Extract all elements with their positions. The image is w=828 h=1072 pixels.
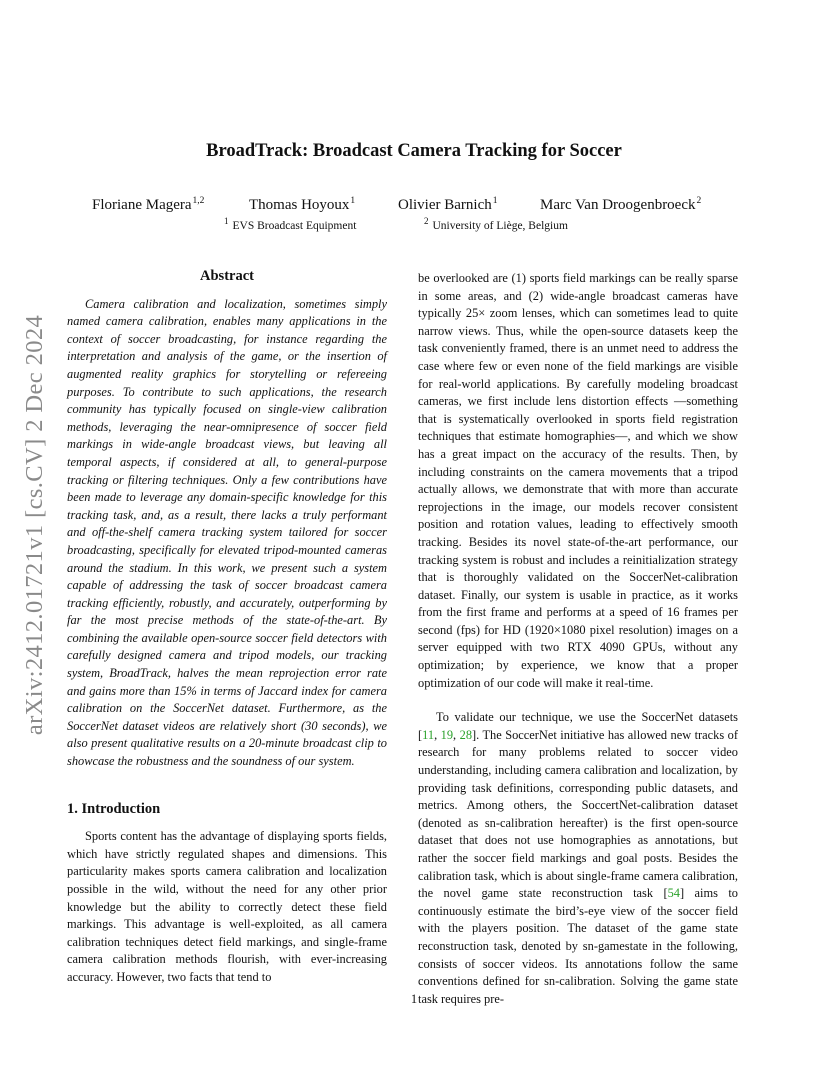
author-affil-marker: 1	[492, 196, 498, 206]
arxiv-stamp-text: arXiv:2412.01721v1 [cs.CV] 2 Dec 2024	[21, 314, 48, 736]
author-name: Floriane Magera	[92, 197, 192, 213]
intro-paragraph-continued: be overlooked are (1) sports field markings can be really sparse in some areas, and (2) wide-angle broadcast cameras have typically 25× zoom lenses, which can sometimes lead to quite narrow views. Thus, while the open-source datasets keep the task conveniently framed, there is an unmet need to address the case where few or even none of the field markings are visible for real-world applications. By carefully modeling broadcast cameras, we first include lens distortion effects —something that is systematically overlooked in sports field registration techniques that estimate homographies—, and which we show has a great impact on the accuracy of the results. Then, by including constraints on the camera movements that a tripod actually allows, we demonstrate that with more than accurate reprojections in the image, our models recover consistent position and rotation values, leading to effectively smooth tracking. Besides its novel state-of-the-art performance, our tracking system is robust and includes a reinitialization strategy that is thoroughly validated on the SoccerNet-calibration dataset. Finally, our system is usable in practice, as it works from the first frame and performs at a speed of 16 frames per second (fps) for HD (1920×1080 pixel resolution) images on a server equipped with two RTX 4090 GPUs, without any optimization; by experience, we know that a proper optimization of our code will make it real-time.	[418, 271, 738, 690]
abstract-text: Camera calibration and localization, sometimes simply named camera calibration, enables many applications in the context of soccer broadcasting, for instance regarding the interpretation and analysis of the game, or the insertion of augmented reality graphics for storytelling or refereeing purposes. To contribute to such applications, the research community has typically focused on single-view calibration methods, leveraging the near-omnipresence of soccer field markings in wide-angle broadcast views, but leaving all temporal aspects, if considered at all, to general-purpose tracking or filtering techniques. Only a few contributions have been made to leverage any domain-specific knowledge for this tracking task, and, as a result, there lacks a truly performant and off-the-shelf camera tracking system tailored for soccer broadcasting, specifically for elevated tripod-mounted cameras around the stadium. In this work, we present such a system capable of addressing the task of soccer broadcast camera tracking efficiently, robustly, and accurately, outperforming by far the most precise methods of the state-of-the-art. By combining the available open-source soccer field detectors with carefully designed camera and tripod models, our tracking system, BroadTrack, halves the mean reprojection error rate and gains more than 15% in terms of Jaccard index for camera calibration on the SoccerNet dataset. Furthermore, as the SoccerNet dataset videos are relatively short (30 seconds), we also present qualitative results on a 20-minute broadcast clip to showcase the robustness and the soundness of our system.	[67, 296, 387, 769]
author-affil-marker: 2	[696, 196, 702, 206]
paragraph-text: To validate our technique, we use the SoccerNet datasets [	[418, 710, 738, 742]
paragraph-text: ] aims to continuously estimate the bird’s-eye view of the soccer field with the players position. The dataset of the game state reconstruction task, denoted by sn-gamestate in the following, consists of soccer videos. Its annotations follow the same conventions defined for sn-calibration. Solving the game state task requires pre-	[418, 886, 738, 1006]
intro-paragraph: Sports content has the advantage of displaying sports fields, which have strictly regulated shapes and dimensions. This particularity makes sports camera calibration and localization possible in the wild, without the need for any other prior knowledge but the ability to correctly detect these field markings. This advantage is well-exploited, as all camera calibration techniques detect field markings, and single-frame camera calibration methods flourish, with ever-increasing accuracy. However, two facts that tend to	[67, 829, 387, 984]
intro-paragraph-datasets	[418, 709, 738, 1008]
affil-marker: 2	[424, 216, 429, 226]
author-affil-marker: 1	[350, 196, 356, 206]
citation-link[interactable]: 19	[440, 727, 454, 742]
author-name: Marc Van Droogenbroeck	[540, 197, 696, 213]
abstract-heading: Abstract	[200, 268, 254, 284]
paper-title: BroadTrack: Broadcast Camera Tracking for Soccer	[206, 141, 622, 161]
affiliation-2	[424, 216, 568, 232]
affil-marker: 1	[224, 216, 229, 226]
author-3	[398, 196, 497, 214]
citation-link[interactable]: 54	[667, 886, 680, 901]
paragraph-text: ]. The SoccerNet initiative has allowed new tracks of research for many problems related to soccer video understanding, including camera calibration and localization, by providing task definitions, corresponding public datasets, and metrics. Among others, the SoccertNet-calibration dataset (denoted as sn-calibration hereafter) is the first open-source dataset that does not use homographies as annotations, but rather the soccer field markings and goal posts. Besides the calibration task, which is about single-frame camera calibration, the novel game state reconstruction task [	[418, 727, 738, 901]
author-affil-marker: 1,2	[192, 196, 205, 206]
right-column	[418, 270, 738, 1008]
affil-name: University of Liège, Belgium	[432, 220, 568, 232]
affiliation-list	[0, 216, 828, 234]
author-name: Olivier Barnich	[398, 197, 492, 213]
page-number: 1	[410, 992, 418, 1006]
citation-link[interactable]: 11	[422, 727, 435, 742]
arxiv-stamp	[20, 290, 50, 760]
citation-separator: ,	[453, 727, 460, 742]
author-list	[92, 196, 732, 216]
introduction-heading: 1. Introduction	[67, 800, 161, 817]
affiliation-1	[224, 216, 356, 232]
author-4	[540, 196, 701, 214]
author-name: Thomas Hoyoux	[249, 197, 350, 213]
citation-link[interactable]: 28	[459, 727, 473, 742]
author-1	[92, 196, 204, 214]
affil-name: EVS Broadcast Equipment	[232, 220, 357, 232]
left-column	[67, 268, 387, 987]
citation-separator: ,	[434, 727, 441, 742]
author-2	[249, 196, 355, 214]
